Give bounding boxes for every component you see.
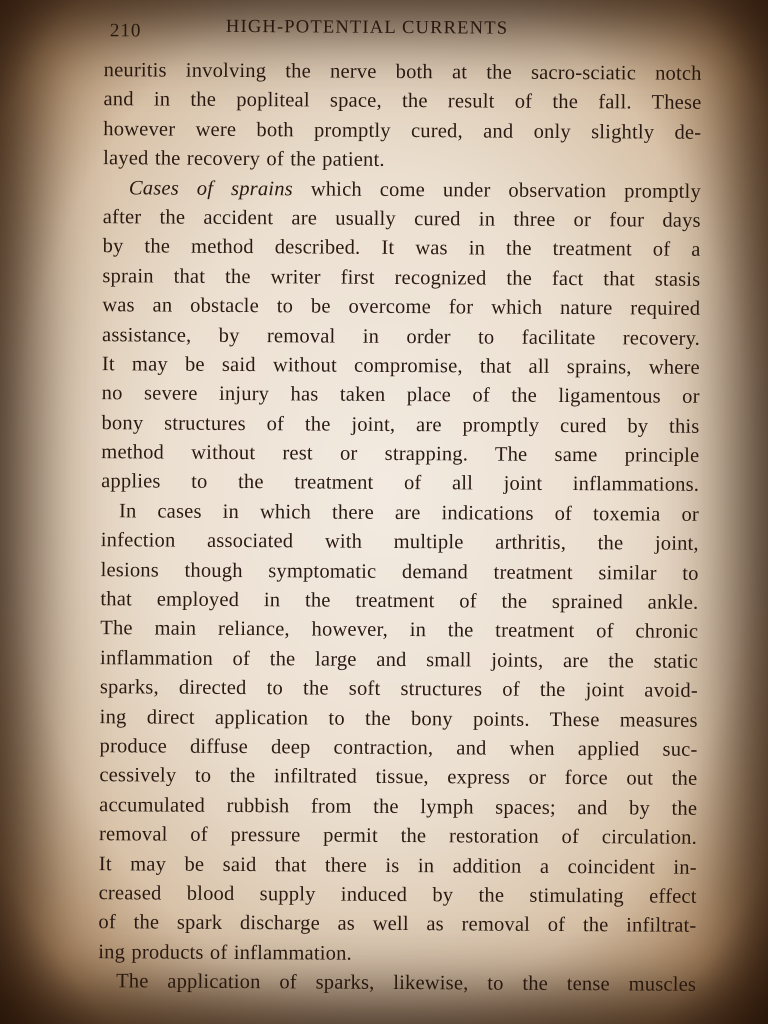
- text-line: method without rest or strapping. The same principle: [101, 441, 700, 467]
- text-line: It may be said without compromise, that all sprains, where: [101, 353, 700, 379]
- text-line: sparks, directed to the soft structures of the joint avoid-: [99, 676, 698, 703]
- text-line: was an obstacle to be overcome for which nature required: [102, 294, 701, 320]
- paragraph: [98, 967, 696, 1000]
- text-line: [103, 174, 701, 207]
- text-line: no severe injury has taken place of the ligamentous or: [101, 382, 700, 409]
- text-line: after the accident are usually cured in three or four days: [102, 206, 701, 232]
- text-line: lesions though symptomatic demand treatment similar to: [100, 558, 699, 585]
- text-line: produce diffuse deep contraction, and when applied suc-: [99, 735, 698, 761]
- text-line: The application of sparks, likewise, to the tense muscles: [116, 970, 697, 996]
- text-line: applies to the treatment of all joint inflammations.: [101, 470, 700, 497]
- text-line: assistance, by removal in order to facilitate recovery.: [101, 323, 701, 350]
- text-line: however were both promptly cured, and only slightly de-: [103, 117, 702, 144]
- text-line: In cases in which there are indications of toxemia or: [118, 500, 700, 526]
- text-line: neuritis involving the nerve both at the sacro-sciatic notch: [103, 59, 702, 85]
- page-header: [104, 16, 702, 60]
- text-line: cessively to the infiltrated tissue, express or force out the: [99, 764, 698, 791]
- page-text: [98, 16, 702, 1000]
- text-line: that employed in the treatment of the sprained ankle.: [100, 588, 699, 614]
- text-line: accumulated rubbish from the lymph spaces; and by the: [99, 793, 698, 820]
- italic-lead-phrase: Cases of sprains: [128, 176, 293, 200]
- text-line: ing products of inflammation.: [98, 940, 352, 965]
- text-line: and in the popliteal space, the result of the fall. These: [103, 88, 702, 115]
- text-line: of the spark discharge as well as removal of the infiltrat-: [98, 911, 697, 938]
- text-line: removal of pressure permit the restoration of circulation.: [98, 823, 698, 849]
- text-line: sprain that the writer first recognized the fact that stasis: [102, 264, 701, 291]
- text-line: The main reliance, however, in the treatment of chronic: [100, 617, 699, 644]
- running-head: HIGH-POTENTIAL CURRENTS: [225, 16, 509, 39]
- page-number: 210: [109, 20, 142, 42]
- paragraph: [98, 497, 699, 971]
- text-line: layed the recovery of the patient.: [103, 147, 385, 172]
- text-line: It may be said that there is in addition a coincident in-: [98, 852, 697, 879]
- text-line: ing direct application to the bony points. These measures: [99, 705, 698, 732]
- text-line: creased blood supply induced by the stimulating effect: [98, 882, 697, 908]
- paragraph: [103, 56, 702, 177]
- text-line: bony structures of the joint, are promptly cured by this: [101, 411, 700, 438]
- paragraph: [101, 174, 701, 501]
- text-line: infection associated with multiple arthritis, the joint,: [100, 529, 699, 556]
- text-line: by the method described. It was in the treatment of a: [102, 235, 701, 262]
- text-line: inflammation of the large and small joints, are the static: [100, 646, 699, 673]
- text-line-rest: which come under observation promptly: [292, 177, 702, 203]
